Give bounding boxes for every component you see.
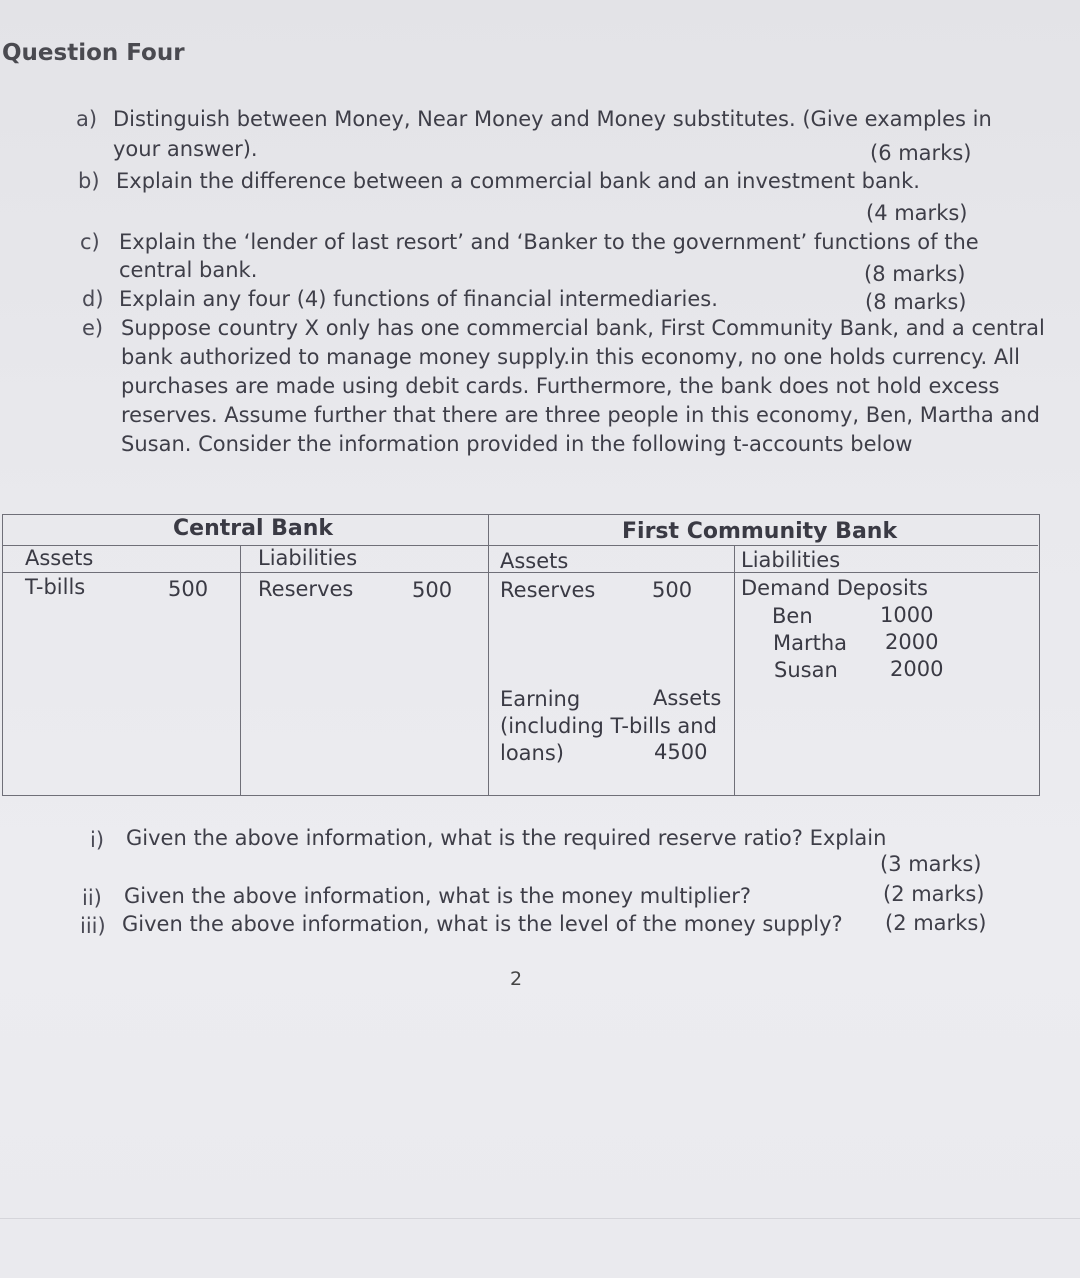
central-bank-liability-item: Reserves — [258, 577, 354, 601]
question-c-text-line2: central bank. — [119, 258, 258, 282]
question-b-marks: (4 marks) — [866, 201, 968, 225]
subquestion-ii-label: ii) — [82, 886, 102, 910]
central-bank-liability-value: 500 — [412, 578, 453, 602]
subquestion-iii-marks: (2 marks) — [885, 911, 987, 935]
fcb-earning-label: Earning — [500, 687, 581, 711]
question-d-text: Explain any four (4) functions of financial intermediaries. — [119, 287, 718, 311]
question-d-marks: (8 marks) — [865, 290, 967, 314]
depositor-name: Susan — [774, 658, 838, 682]
subquestion-ii-text: Given the above information, what is the money multiplier? — [124, 884, 752, 908]
question-a-marks: (6 marks) — [870, 141, 972, 165]
question-e-text-line3: purchases are made using debit cards. Furthermore, the bank does not hold excess — [121, 374, 1000, 398]
fcb-reserves-label: Reserves — [500, 578, 596, 602]
subquestion-i-marks: (3 marks) — [880, 852, 982, 876]
central-bank-assets-header: Assets — [25, 546, 94, 570]
subquestion-iii-text: Given the above information, what is the level of the money supply? — [122, 912, 843, 936]
central-bank-subheader-line — [2, 572, 488, 573]
depositor-name: Martha — [773, 631, 848, 655]
question-c-label: c) — [80, 230, 100, 254]
question-e-text-line2: bank authorized to manage money supply.in this economy, no one holds currency. All — [121, 345, 1020, 369]
central-bank-asset-item: T-bills — [25, 575, 86, 599]
bank-divider — [488, 514, 489, 796]
central-bank-asset-value: 500 — [168, 577, 209, 601]
fcb-t-divider — [734, 545, 735, 796]
subquestion-i-label: i) — [90, 828, 105, 852]
fcb-header: First Community Bank — [622, 519, 898, 544]
question-c-text-line1: Explain the ‘lender of last resort’ and ‘Banker to the government’ functions of the — [119, 230, 979, 254]
fcb-liabilities-header: Liabilities — [741, 548, 841, 572]
fcb-earning-line3: loans) — [500, 741, 564, 765]
fcb-earning-line2: (including T-bills and — [500, 714, 717, 738]
question-b-text: Explain the difference between a commercial bank and an investment bank. — [116, 169, 920, 193]
fcb-earning-value: 4500 — [654, 740, 708, 764]
depositor-amount: 2000 — [885, 630, 939, 654]
subquestion-ii-marks: (2 marks) — [883, 882, 985, 906]
page-number: 2 — [510, 968, 523, 990]
question-e-text-line5: Susan. Consider the information provided in the following t-accounts below — [121, 432, 913, 456]
page-edge — [0, 1218, 1080, 1219]
fcb-header-line — [488, 545, 1038, 546]
question-b-label: b) — [78, 169, 100, 193]
subquestion-iii-label: iii) — [80, 914, 106, 938]
question-d-label: d) — [82, 287, 104, 311]
question-e-text-line4: reserves. Assume further that there are three people in this economy, Ben, Martha and — [121, 403, 1040, 427]
depositor-amount: 1000 — [880, 603, 934, 627]
fcb-subheader-line — [488, 572, 1038, 573]
subquestion-i-text: Given the above information, what is the required reserve ratio? Explain — [126, 826, 887, 850]
question-a-text-line2: your answer). — [113, 137, 258, 161]
central-bank-header: Central Bank — [173, 516, 334, 541]
question-e-text-line1: Suppose country X only has one commercial bank, First Community Bank, and a central — [121, 316, 1045, 340]
question-e-label: e) — [82, 316, 104, 340]
question-a-text-line1: Distinguish between Money, Near Money and Money substitutes. (Give examples in — [113, 107, 992, 131]
depositor-amount: 2000 — [890, 657, 944, 681]
depositor-name: Ben — [772, 604, 813, 628]
fcb-deposits-label: Demand Deposits — [741, 576, 928, 600]
fcb-earning-label-assets: Assets — [653, 686, 722, 710]
fcb-assets-header: Assets — [500, 549, 569, 573]
central-bank-t-divider — [240, 545, 241, 796]
central-bank-liabilities-header: Liabilities — [258, 546, 358, 570]
fcb-reserves-value: 500 — [652, 578, 693, 602]
question-title: Question Four — [2, 40, 185, 66]
question-a-label: a) — [76, 107, 98, 131]
question-c-marks: (8 marks) — [864, 262, 966, 286]
